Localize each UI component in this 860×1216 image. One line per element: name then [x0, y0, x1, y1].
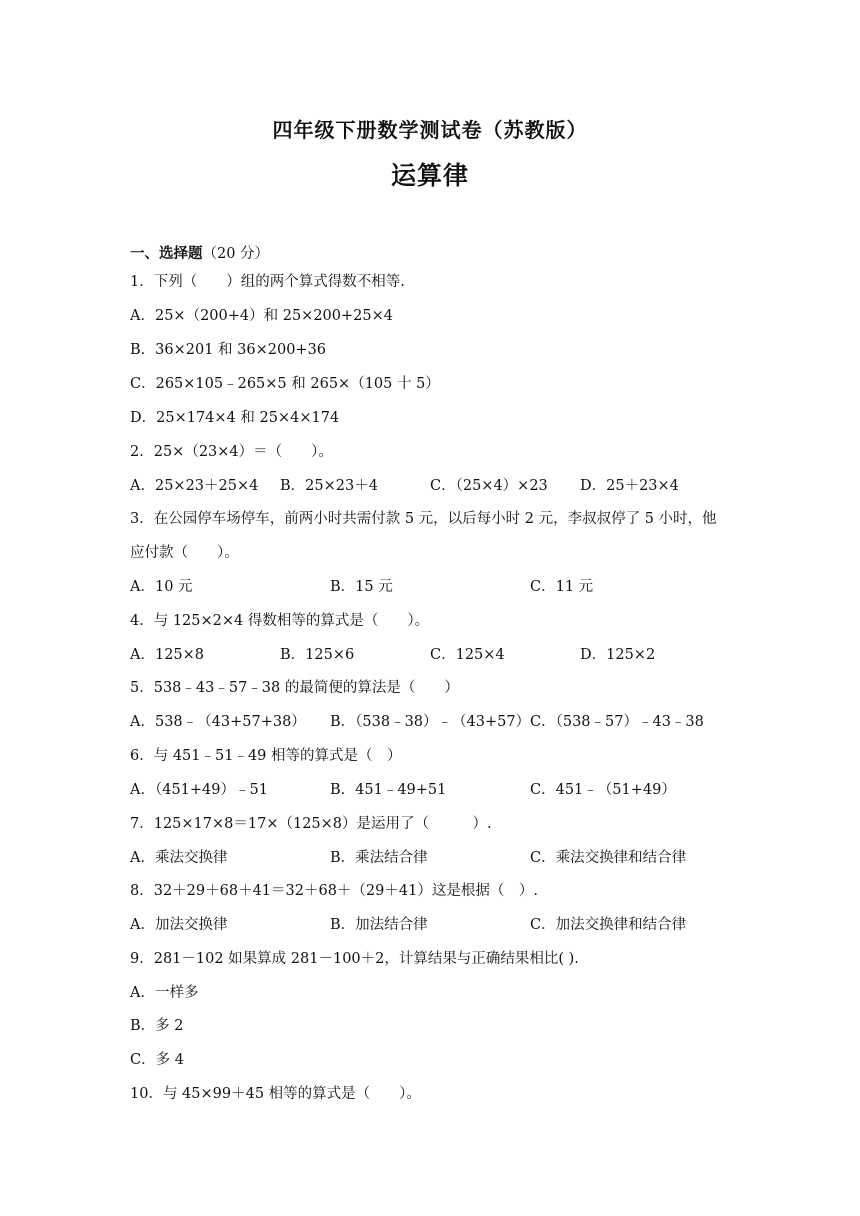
question-1-option-c: C．265×105﹣265×5 和 265×（105 十 5）: [130, 376, 440, 392]
question-7-option-c: C．乘法交换律和结合律: [530, 850, 687, 866]
question-4-options: [130, 643, 750, 663]
question-6-option-c: C．451﹣（51+49）: [530, 782, 676, 798]
question-4-option-a: A．125×8: [130, 647, 205, 663]
question-9-stem: 9．281－102 如果算成 281－100＋2，计算结果与正确结果相比( ).: [130, 951, 579, 967]
question-10-stem: 10．与 45×99＋45 相等的算式是（ ）。: [130, 1086, 421, 1102]
question-4-stem: 4．与 125×2×4 得数相等的算式是（ ）。: [130, 613, 430, 629]
question-7-options: [130, 846, 750, 866]
question-3-option-c: C．11 元: [530, 579, 594, 595]
question-4-option-c: C．125×4: [430, 647, 505, 663]
question-2-option-a: A．25×23＋25×4: [130, 478, 259, 494]
section-heading: [130, 242, 269, 263]
question-3-option-b: B．15 元: [330, 579, 393, 595]
question-2-option-b: B．25×23＋4: [280, 478, 378, 494]
question-8-options: [130, 913, 750, 933]
question-3-stem-line1: 3．在公园停车场停车，前两小时共需付款 5 元，以后每小时 2 元，李叔叔停了 5 小时，他: [130, 511, 717, 527]
question-3-stem-line2: 应付款（ ）。: [130, 545, 239, 561]
question-8-stem: 8．32＋29＋68＋41＝32＋68＋（29＋41）这是根据（ ）.: [130, 883, 538, 899]
section-title: 一、选择题: [130, 245, 203, 262]
question-4-option-b: B．125×6: [280, 647, 355, 663]
question-3-options: [130, 575, 750, 595]
question-9-option-c: C．多 4: [130, 1052, 184, 1068]
question-2-stem: 2．25×（23×4）＝（ ）。: [130, 444, 333, 460]
question-9-option-a: A．一样多: [130, 985, 199, 1001]
question-2-option-d: D．25＋23×4: [580, 478, 679, 494]
question-3-option-a: A．10 元: [130, 579, 193, 595]
question-7-option-a: A．乘法交换律: [130, 850, 228, 866]
question-5-option-c: C．（538﹣57）﹣43﹣38: [530, 714, 704, 730]
question-6-stem: 6．与 451﹣51﹣49 相等的算式是（ ）: [130, 748, 402, 764]
question-5-option-a: A．538﹣（43+57+38）: [130, 714, 306, 730]
question-6-option-a: A．（451+49）﹣51: [130, 782, 268, 798]
question-7-option-b: B．乘法结合律: [330, 850, 428, 866]
question-8-option-a: A．加法交换律: [130, 917, 228, 933]
question-1-option-b: B．36×201 和 36×200+36: [130, 342, 327, 358]
question-1-option-a: A．25×（200+4）和 25×200+25×4: [130, 308, 393, 324]
question-1-option-d: D．25×174×4 和 25×4×174: [130, 410, 340, 426]
question-4-option-d: D．125×2: [580, 647, 656, 663]
question-1-stem: 1．下列（ ）组的两个算式得数不相等.: [130, 274, 405, 290]
question-5-stem: 5．538﹣43﹣57﹣38 的最简便的算法是（ ）: [130, 680, 459, 696]
exam-subtitle: 运算律: [390, 161, 469, 190]
question-6-options: [130, 778, 750, 798]
question-5-options: [130, 710, 750, 730]
question-2-options: [130, 474, 750, 494]
section-score: （20 分）: [202, 246, 270, 262]
question-8-option-c: C．加法交换律和结合律: [530, 917, 687, 933]
question-5-option-b: B．（538﹣38）﹣（43+57）: [330, 714, 531, 730]
question-2-option-c: C．（25×4）×23: [430, 478, 548, 494]
question-7-stem: 7．125×17×8＝17×（125×8）是运用了（ ）.: [130, 816, 492, 832]
question-9-option-b: B．多 2: [130, 1018, 184, 1034]
question-6-option-b: B．451﹣49+51: [330, 782, 447, 798]
question-8-option-b: B．加法结合律: [330, 917, 428, 933]
exam-title: 四年级下册数学测试卷（苏教版）: [272, 118, 588, 142]
